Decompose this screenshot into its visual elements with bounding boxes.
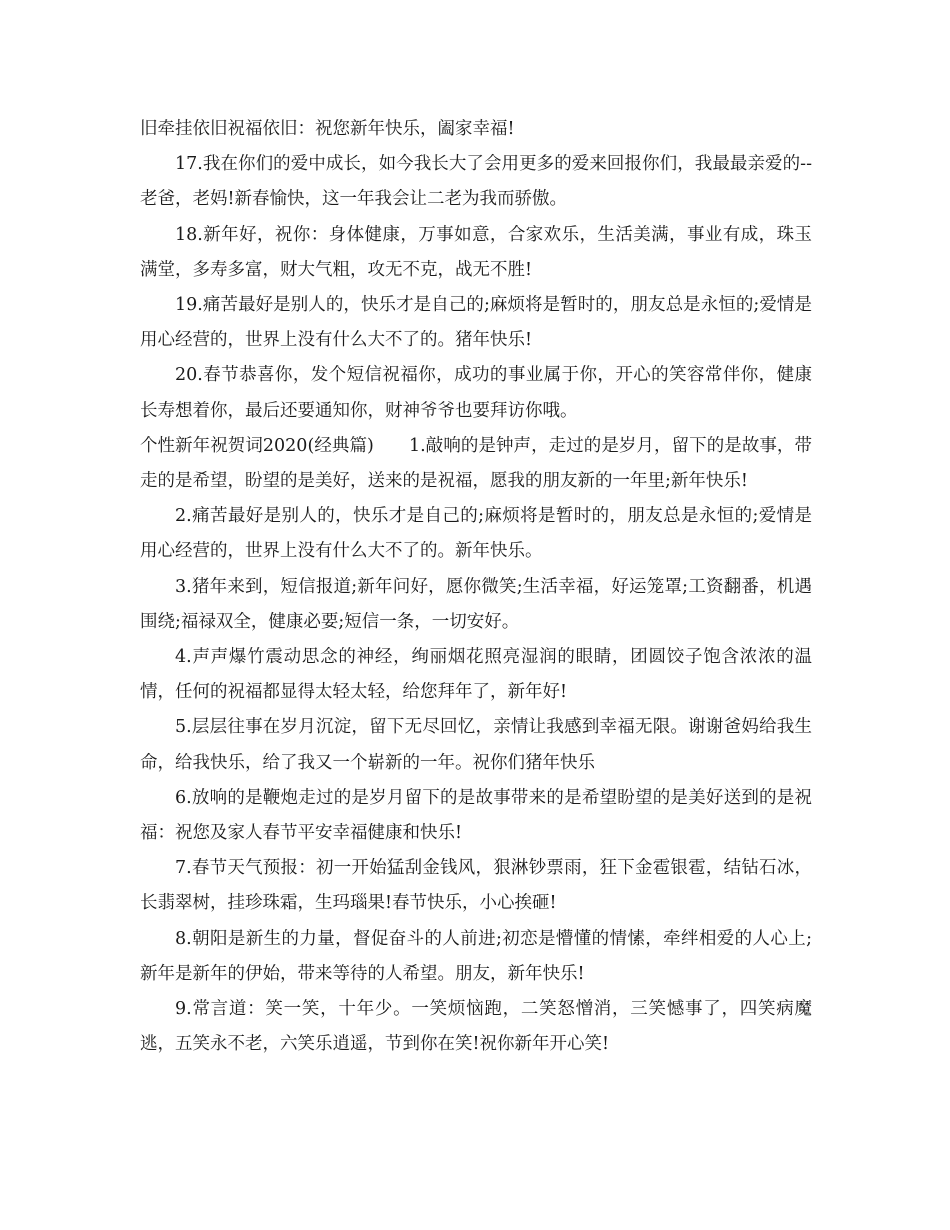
paragraph: 9.常言道：笑一笑，十年少。一笑烦恼跑，二笑怒憎消，三笑憾事了，四笑病魔逃，五笑永不老，六笑乐逍遥，节到你在笑!祝你新年开心笑! — [140, 999, 812, 1055]
paragraph: 20.春节恭喜你，发个短信祝福你，成功的事业属于你，开心的笑容常伴你，健康长寿想着你，最后还要通知你，财神爷爷也要拜访你哦。 — [140, 365, 812, 421]
paragraph: 4.声声爆竹震动思念的神经，绚丽烟花照亮湿润的眼睛，团圆饺子饱含浓浓的温情，任何的祝福都显得太轻太轻，给您拜年了，新年好! — [140, 647, 812, 703]
paragraph: 2.痛苦最好是别人的，快乐才是自己的;麻烦将是暂时的，朋友总是永恒的;爱情是用心经营的，世界上没有什么大不了的。新年快乐。 — [140, 506, 812, 562]
paragraph: 个性新年祝贺词2020(经典篇) 1.敲响的是钟声，走过的是岁月，留下的是故事，带走的是希望，盼望的是美好，送来的是祝福，愿我的朋友新的一年里;新年快乐! — [140, 435, 812, 492]
paragraph: 5.层层往事在岁月沉淀，留下无尽回忆，亲情让我感到幸福无限。谢谢爸妈给我生命，给我快乐，给了我又一个崭新的一年。祝你们猪年快乐 — [140, 717, 812, 773]
paragraph: 8.朝阳是新生的力量，督促奋斗的人前进;初恋是懵懂的情愫，牵绊相爱的人心上;新年是新年的伊始，带来等待的人希望。朋友，新年快乐! — [140, 928, 812, 984]
paragraph: 3.猪年来到，短信报道;新年问好，愿你微笑;生活幸福，好运笼罩;工资翻番，机遇围绕;福禄双全，健康必要;短信一条，一切安好。 — [140, 576, 812, 632]
paragraph: 6.放响的是鞭炮走过的是岁月留下的是故事带来的是希望盼望的是美好送到的是祝福：祝您及家人春节平安幸福健康和快乐! — [140, 787, 812, 844]
paragraph: 17.我在你们的爱中成长，如今我长大了会用更多的爱来回报你们，我最最亲爱的--老爸，老妈!新春愉快，这一年我会让二老为我而骄傲。 — [140, 154, 812, 210]
paragraph: 18.新年好，祝你：身体健康，万事如意，合家欢乐，生活美满，事业有成，珠玉满堂，多寿多富，财大气粗，攻无不克，战无不胜! — [140, 224, 812, 280]
paragraph: 7.春节天气预报：初一开始猛刮金钱风，狠淋钞票雨，狂下金雹银雹，结钻石冰，长翡翠树，挂珍珠霜，生玛瑙果!春节快乐，小心挨砸! — [140, 858, 812, 914]
paragraph: 旧牵挂依旧祝福依旧：祝您新年快乐，阖家幸福! — [140, 119, 515, 139]
body-text — [140, 112, 812, 1062]
paragraph: 19.痛苦最好是别人的，快乐才是自己的;麻烦将是暂时的，朋友总是永恒的;爱情是用心经营的，世界上没有什么大不了的。猪年快乐! — [140, 295, 812, 351]
